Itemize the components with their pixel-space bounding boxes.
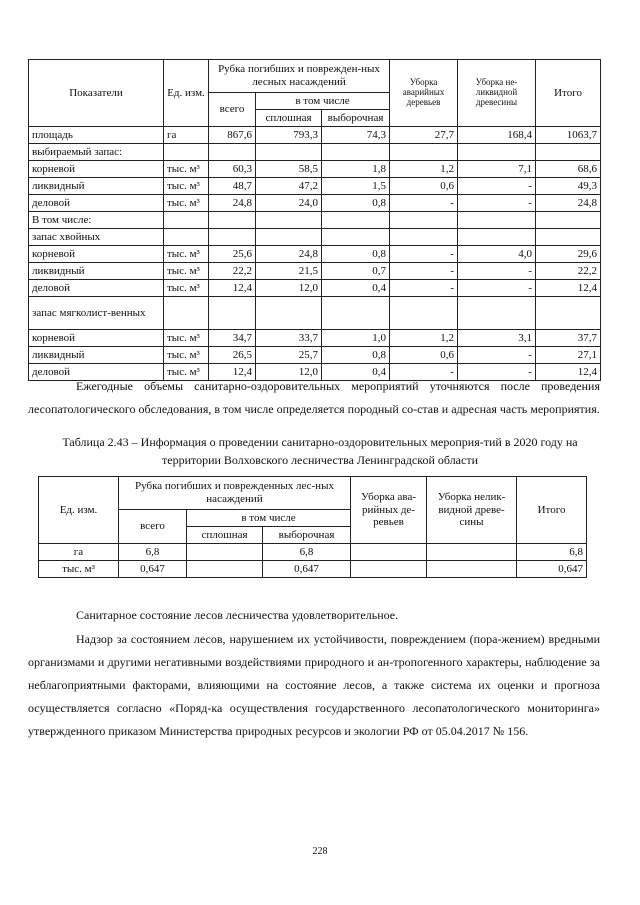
table-row	[29, 127, 601, 144]
row-value: 0,8	[322, 347, 390, 364]
row-value: -	[458, 263, 536, 280]
row-value	[390, 144, 458, 161]
header-total-all: всего	[209, 93, 256, 127]
paragraph-supervision: Надзор за состоянием лесов, нарушением их устойчивости, повреждением (пора-жением) вредными организмами и другими негативными воздействиями природного и ан-тропогенного характеры, наблюдение за неблагоприятными факторами, влияющими на состояние лесов, а также система их оценки и прогноза осуществляется согласно «Поряд-ка осуществления государственного лесопатологического мониторинга» утвержденного приказом Министерства природных ресурсов и экологии РФ от 05.04.2017 № 156.	[28, 632, 600, 738]
row-value: 12,4	[209, 280, 256, 297]
table-row	[29, 330, 601, 347]
page-number: 228	[312, 846, 328, 857]
row-value: 6,8	[263, 544, 351, 561]
row-value	[536, 297, 601, 330]
row-value: 0,647	[119, 561, 187, 578]
row-value	[187, 561, 263, 578]
t2-header-including: в том числе	[187, 510, 351, 527]
row-value: 0,4	[322, 280, 390, 297]
row-value: 7,1	[458, 161, 536, 178]
row-value	[256, 144, 322, 161]
table-row	[29, 195, 601, 212]
row-label: ликвидный	[29, 347, 164, 364]
table-row	[29, 178, 601, 195]
row-value: 0,8	[322, 246, 390, 263]
row-unit: га	[39, 544, 119, 561]
t2-header-emergency: Уборка ава-рийных де-ревьев	[351, 477, 427, 544]
row-value: 24,8	[256, 246, 322, 263]
row-value	[322, 144, 390, 161]
row-value: 4,0	[458, 246, 536, 263]
table-row	[29, 347, 601, 364]
row-label: ликвидный	[29, 178, 164, 195]
header-solid: сплошная	[256, 110, 322, 127]
row-value	[322, 297, 390, 330]
row-value	[427, 561, 517, 578]
row-value: 49,3	[536, 178, 601, 195]
table-row	[39, 544, 587, 561]
header-indicators: Показатели	[29, 60, 164, 127]
row-value: -	[390, 280, 458, 297]
row-unit: тыс. м³	[164, 178, 209, 195]
row-value: 0,7	[322, 263, 390, 280]
row-value	[209, 297, 256, 330]
row-value	[390, 297, 458, 330]
row-value	[458, 229, 536, 246]
row-value	[187, 544, 263, 561]
row-unit	[164, 229, 209, 246]
row-value: 1,0	[322, 330, 390, 347]
row-label: корневой	[29, 330, 164, 347]
header-emergency: Уборка аварийных деревьев	[390, 60, 458, 127]
row-value: -	[458, 347, 536, 364]
row-value: 33,7	[256, 330, 322, 347]
table-row	[29, 263, 601, 280]
row-unit	[164, 297, 209, 330]
paragraph-sanitary-state: Санитарное состояние лесов лесничества удовлетворительное.	[76, 608, 399, 622]
row-value: 867,6	[209, 127, 256, 144]
row-value	[322, 229, 390, 246]
row-value: -	[390, 263, 458, 280]
row-value: 1,8	[322, 161, 390, 178]
row-value: 6,8	[517, 544, 587, 561]
row-unit: тыс. м³	[164, 161, 209, 178]
row-unit	[164, 212, 209, 229]
header-total: Итого	[536, 60, 601, 127]
row-value: 29,6	[536, 246, 601, 263]
table-row	[39, 561, 587, 578]
row-label: площадь	[29, 127, 164, 144]
row-value	[390, 229, 458, 246]
t2-header-selective: выборочная	[263, 527, 351, 544]
row-value: 3,1	[458, 330, 536, 347]
row-value	[458, 144, 536, 161]
row-value: 27,7	[390, 127, 458, 144]
row-value	[458, 297, 536, 330]
row-unit: тыс. м³	[164, 263, 209, 280]
row-unit: тыс. м³	[164, 246, 209, 263]
row-value: 12,4	[209, 364, 256, 381]
row-value: 1,2	[390, 330, 458, 347]
row-label: корневой	[29, 161, 164, 178]
row-unit	[164, 144, 209, 161]
header-felling: Рубка погибших и поврежден-ных лесных насаждений	[209, 60, 390, 93]
row-unit: тыс. м³	[164, 195, 209, 212]
row-value: 25,6	[209, 246, 256, 263]
row-value: 12,4	[536, 364, 601, 381]
row-value	[427, 544, 517, 561]
row-label: запас хвойных	[29, 229, 164, 246]
row-value	[256, 229, 322, 246]
row-value	[209, 212, 256, 229]
row-value: 27,1	[536, 347, 601, 364]
header-selective: выборочная	[322, 110, 390, 127]
row-value: 60,3	[209, 161, 256, 178]
table-row	[29, 144, 601, 161]
row-value: 24,8	[209, 195, 256, 212]
header-nonliquid: Уборка не-ликвидной древесины	[458, 60, 536, 127]
row-value: 22,2	[209, 263, 256, 280]
row-value: 21,5	[256, 263, 322, 280]
paragraph-annual-volumes: Ежегодные объемы санитарно-оздоровительных мероприятий уточняются после проведения лесопатологического обследования, в том числе определяется породный со-став и адресная часть мероприятия.	[28, 379, 600, 416]
row-value: 1,5	[322, 178, 390, 195]
row-value: 26,5	[209, 347, 256, 364]
row-value: -	[390, 364, 458, 381]
row-label: В том числе:	[29, 212, 164, 229]
t2-header-solid: сплошная	[187, 527, 263, 544]
row-value	[458, 212, 536, 229]
table-row	[29, 246, 601, 263]
row-unit: га	[164, 127, 209, 144]
row-label: запас мягколист-венных	[29, 297, 164, 330]
row-value: 1063,7	[536, 127, 601, 144]
row-value: 34,7	[209, 330, 256, 347]
row-value: 1,2	[390, 161, 458, 178]
t2-header-felling: Рубка погибших и поврежденных лес-ных насаждений	[119, 477, 351, 510]
row-value: 37,7	[536, 330, 601, 347]
row-value	[209, 144, 256, 161]
row-label: деловой	[29, 364, 164, 381]
row-value: 58,5	[256, 161, 322, 178]
row-label: ликвидный	[29, 263, 164, 280]
row-value: 12,4	[536, 280, 601, 297]
row-value	[536, 212, 601, 229]
t2-header-total: Итого	[517, 477, 587, 544]
row-unit: тыс. м³	[39, 561, 119, 578]
row-value: 12,0	[256, 364, 322, 381]
row-value: 24,8	[536, 195, 601, 212]
row-value	[536, 144, 601, 161]
row-unit: тыс. м³	[164, 330, 209, 347]
row-value: 0,6	[390, 178, 458, 195]
row-value: 47,2	[256, 178, 322, 195]
row-value	[209, 229, 256, 246]
row-value: 24,0	[256, 195, 322, 212]
row-value: 68,6	[536, 161, 601, 178]
row-value: -	[390, 195, 458, 212]
row-value: 793,3	[256, 127, 322, 144]
row-value: 0,647	[517, 561, 587, 578]
sanitary-measures-table	[38, 476, 587, 578]
row-value	[351, 561, 427, 578]
row-value: 168,4	[458, 127, 536, 144]
row-unit: тыс. м³	[164, 280, 209, 297]
table-caption: Таблица 2.43 – Информация о проведении санитарно-оздоровительных мероприя-тий в 2020 году на территории Волховского лесничества Ленинградской области	[62, 435, 578, 467]
row-value	[322, 212, 390, 229]
table-row	[29, 297, 601, 330]
table-row	[29, 280, 601, 297]
table-row	[29, 212, 601, 229]
row-value: -	[458, 178, 536, 195]
table-row	[29, 229, 601, 246]
row-label: корневой	[29, 246, 164, 263]
row-value	[256, 212, 322, 229]
header-including: в том числе	[256, 93, 390, 110]
row-label: деловой	[29, 195, 164, 212]
row-value: -	[390, 246, 458, 263]
row-unit: тыс. м³	[164, 347, 209, 364]
row-value: 25,7	[256, 347, 322, 364]
row-unit: тыс. м³	[164, 364, 209, 381]
header-unit: Ед. изм.	[164, 60, 209, 127]
row-value: 12,0	[256, 280, 322, 297]
row-value	[390, 212, 458, 229]
t2-header-unit: Ед. изм.	[39, 477, 119, 544]
row-value: 0,647	[263, 561, 351, 578]
row-value: 22,2	[536, 263, 601, 280]
row-value: 0,6	[390, 347, 458, 364]
row-value: 0,8	[322, 195, 390, 212]
forest-felling-table	[28, 59, 601, 381]
row-value	[256, 297, 322, 330]
row-value: 0,4	[322, 364, 390, 381]
row-value	[536, 229, 601, 246]
row-label: деловой	[29, 280, 164, 297]
row-label: выбираемый запас:	[29, 144, 164, 161]
row-value: -	[458, 195, 536, 212]
table-row	[29, 161, 601, 178]
t2-header-total-all: всего	[119, 510, 187, 544]
row-value: 48,7	[209, 178, 256, 195]
row-value: 74,3	[322, 127, 390, 144]
t2-header-nonliquid: Уборка нелик-видной древе-сины	[427, 477, 517, 544]
row-value: -	[458, 364, 536, 381]
row-value: 6,8	[119, 544, 187, 561]
row-value: -	[458, 280, 536, 297]
row-value	[351, 544, 427, 561]
